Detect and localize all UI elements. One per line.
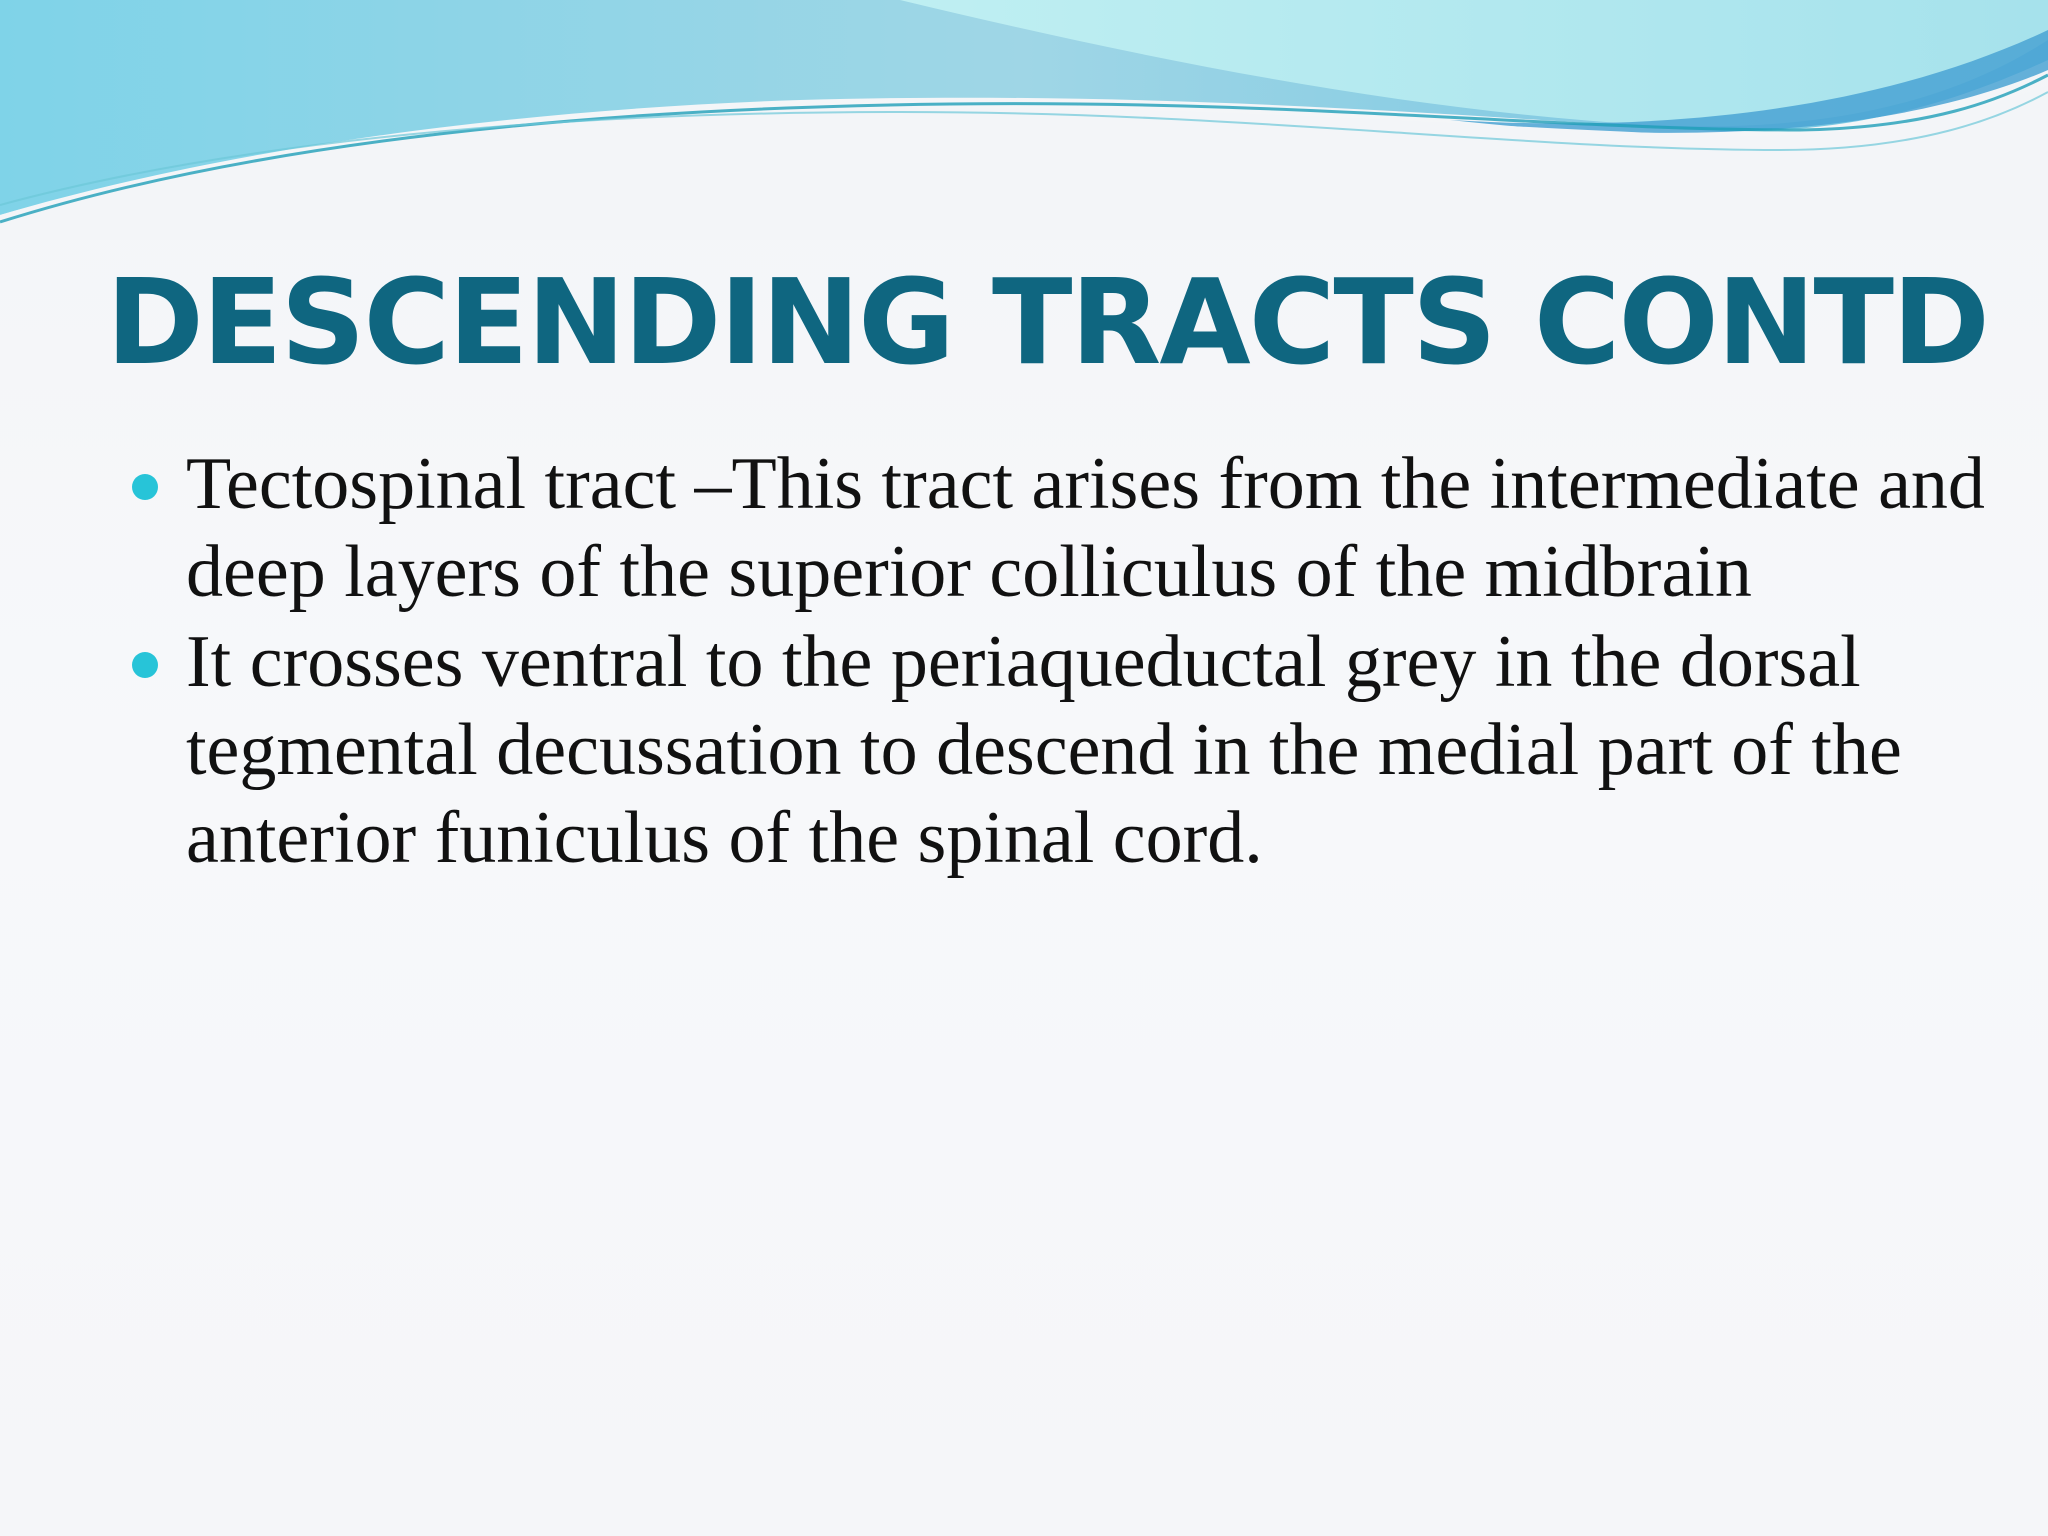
bullet-marker-icon: [132, 474, 158, 500]
slide-title: DESCENDING TRACTS CONTD: [106, 253, 1988, 391]
bullet-text: It crosses ventral to the periaqueductal grey in the dorsal tegmental decussation to descend in the medial part of the anterior funiculus of the spinal cord.: [186, 621, 1902, 879]
bullet-list: [128, 440, 2008, 884]
bullet-item: [128, 618, 2008, 882]
header-wave-decoration: [0, 0, 2048, 240]
bullet-text: Tectospinal tract –This tract arises from the intermediate and deep layers of the superior colliculus of the midbrain: [186, 443, 1985, 613]
bullet-marker-icon: [132, 652, 158, 678]
bullet-item: [128, 440, 2008, 616]
